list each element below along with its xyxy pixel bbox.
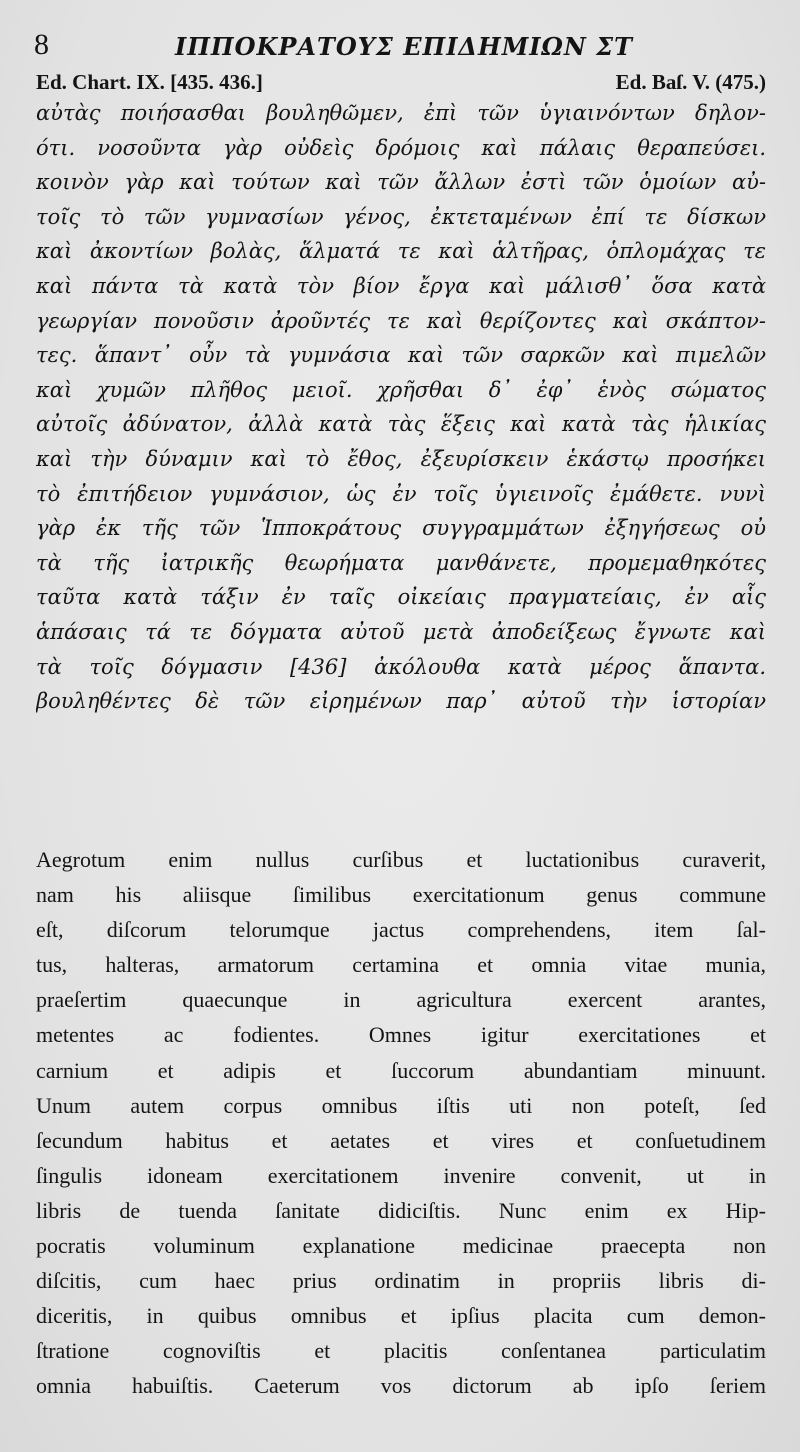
latin-text-line: eſt, diſcorum telorumque jactus comprehendens, item ſal- (36, 917, 766, 943)
latin-text-line: carnium et adipis et ſuccorum abundantiam minuunt. (36, 1057, 766, 1083)
greek-text-line: καὶ χυμῶν πλῆθος μειοῖ. χρῆσθαι δ᾽ ἐφ᾽ ἑνὸς σώματος (36, 377, 766, 402)
greek-text-line: τὸ ἐπιτήδειον γυμνάσιον, ὡς ἐν τοῖς ὑγιεινοῖς ἐμάθετε. νυνὶ (36, 481, 766, 506)
latin-text-line: pocratis voluminum explanatione medicinae praecepta non (36, 1233, 766, 1259)
greek-text-line: ἁπάσαις τά τε δόγματα αὐτοῦ μετὰ ἀποδείξεως ἔγνωτε καὶ (36, 619, 766, 644)
greek-text-line: κοινὸν γὰρ καὶ τούτων καὶ τῶν ἄλλων ἐστὶ τῶν ὁμοίων αὐ- (36, 170, 766, 195)
greek-text-line: ότι. νοσοῦντα γὰρ οὐδεὶς δρόμοις καὶ πάλαις θεραπεύσει. (36, 135, 766, 160)
page-number: 8 (34, 28, 49, 61)
greek-text-line: τὰ τῆς ἰατρικῆς θεωρήματα μανθάνετε, προμεμαθηκότες (36, 550, 766, 575)
latin-text-line: diceritis, in quibus omnibus et ipſius placita cum demon- (36, 1303, 766, 1329)
running-title: ΙΠΠΟΚΡΑΤΟΥΣ ΕΠΙΔΗΜΙΩΝ ΣΤ (174, 32, 633, 61)
greek-text-line: γεωργίαν πονοῦσιν ἀροῦντές τε καὶ θερίζοντες καὶ σκάπτον- (36, 308, 766, 333)
greek-text-line: τοῖς τὸ τῶν γυμνασίων γένος, ἐκτεταμένων ἐπί τε δίσκων (36, 204, 766, 229)
latin-text-line: diſcitis, cum haec prius ordinatim in propriis libris di- (36, 1268, 766, 1294)
edition-chart-reference: Ed. Chart. IX. [435. 436.] (36, 70, 263, 94)
edition-reference-line (36, 70, 766, 98)
edition-basel-reference: Ed. Baſ. V. (475.) (615, 70, 766, 94)
latin-text-line: Aegrotum enim nullus curſibus et luctationibus curaverit, (36, 847, 766, 872)
greek-text-line: τὰ τοῖς δόγμασιν [436] ἀκόλουθα κατὰ μέρος ἅπαντα. (36, 654, 766, 679)
greek-text-line: γὰρ ἐκ τῆς τῶν Ἱπποκράτους συγγραμμάτων ἐξηγήσεως οὐ (36, 516, 766, 541)
latin-text-line: omnia habuiſtis. Caeterum vos dictorum ab ipſo ſeriem (36, 1373, 766, 1399)
greek-text-line: αὐτοῖς ἀδύνατον, ἀλλὰ κατὰ τὰς ἕξεις καὶ κατὰ τὰς ἡλικίας (36, 412, 766, 437)
latin-text-line: Unum autem corpus omnibus iſtis uti non poteſt, ſed (36, 1092, 766, 1118)
page-header (34, 28, 774, 62)
latin-text-line: ſingulis idoneam exercitationem invenire convenit, ut in (36, 1162, 766, 1188)
greek-text-column (36, 96, 766, 719)
greek-text-line: τες. ἅπαντ᾽ οὖν τὰ γυμνάσια καὶ τῶν σαρκῶν καὶ πιμελῶν (36, 343, 766, 368)
latin-text-line: ſtratione cognoviſtis et placitis conſentanea particulatim (36, 1338, 766, 1364)
greek-text-line: καὶ ἀκοντίων βολὰς, ἅλματά τε καὶ ἁλτῆρας, ὁπλομάχας τε (36, 239, 766, 264)
latin-text-line: praeſertim quaecunque in agricultura exercent arantes, (36, 987, 766, 1013)
latin-text-line: metentes ac fodientes. Omnes igitur exercitationes et (36, 1022, 766, 1048)
greek-text-line: βουληθέντες δὲ τῶν εἰρημένων παρ᾽ αὐτοῦ τὴν ἱστορίαν (36, 689, 766, 714)
latin-text-line: nam his aliisque ſimilibus exercitationum genus commune (36, 882, 766, 908)
latin-text-column (36, 842, 766, 1404)
greek-text-line: καὶ πάντα τὰ κατὰ τὸν βίον ἔργα καὶ μάλισθ᾽ ὅσα κατὰ (36, 273, 766, 298)
greek-text-line: ταῦτα κατὰ τάξιν ἐν ταῖς οἰκείαις πραγματείαις, ἐν αἷς (36, 585, 766, 610)
greek-text-line: καὶ τὴν δύναμιν καὶ τὸ ἔθος, ἐξευρίσκειν ἑκάστῳ προσήκει (36, 446, 766, 471)
latin-text-line: ſecundum habitus et aetates et vires et conſuetudinem (36, 1127, 766, 1153)
greek-text-line: αὐτὰς ποιήσασθαι βουληθῶμεν, ἐπὶ τῶν ὑγιαινόντων δηλον- (36, 101, 766, 125)
latin-text-line: tus, halteras, armatorum certamina et omnia vitae munia, (36, 952, 766, 978)
latin-text-line: libris de tuenda ſanitate didiciſtis. Nunc enim ex Hip- (36, 1197, 766, 1223)
